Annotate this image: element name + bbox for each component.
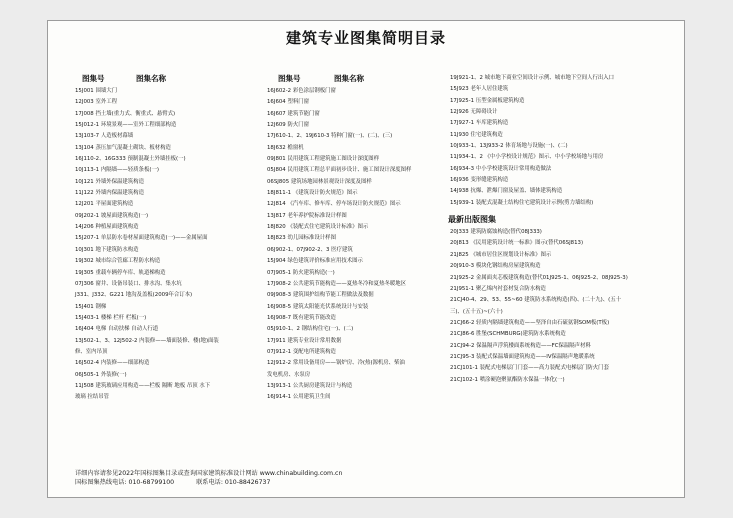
catalog-entry: 18J632 檐窗机: [267, 144, 304, 151]
catalog-entry: 19J302 城市综合管廊工程防水构造: [75, 258, 161, 265]
catalog-entry: 18J811-1 《建筑设计防火规范》图示: [267, 190, 358, 197]
catalog-entry: 09J908-3 建筑围护结构节能工程做法及数据: [267, 292, 374, 299]
catalog-entry: 12J926 无障碍设计: [450, 109, 498, 116]
catalog-page: [47, 20, 685, 498]
catalog-entry: 09J801 民用建筑工程建筑施工图设计深度图样: [267, 156, 380, 163]
catalog-entry: 21CJ95-3 装配式保温墙面建筑构造——IV保温隔声地暖系统: [450, 353, 595, 360]
catalog-entry: 15J923 老年人居住建筑: [450, 86, 509, 93]
catalog-entry: 16J607 建筑节能门窗: [267, 110, 320, 117]
catalog-entry: 05J910-1、2 钢结构住宅(一)、(二): [267, 326, 354, 333]
catalog-entry: 13J913-1 公共厨房建筑设计与构造: [267, 382, 353, 389]
catalog-entry: 11J122 外墙内保温建筑构造: [75, 190, 144, 197]
catalog-column-1: [48, 73, 256, 401]
column-header: [256, 73, 448, 84]
catalog-entry: 06J505-1 外装修(一): [75, 371, 127, 378]
header-name: 图集名称: [334, 74, 364, 83]
catalog-entry: 15J939-1 装配式混凝土结构住宅建筑设计示例(剪力墙结构): [450, 199, 594, 206]
catalog-entry: 05J804 民用建筑工程总平面初步设计、施工图设计深度图样: [267, 167, 412, 174]
header-code: 图集号: [278, 74, 301, 83]
catalog-entry: 17J927-1 车库建筑构造: [450, 120, 509, 127]
catalog-entry: 15J207-1 单层防水卷材屋面建筑构造(一)——金属屋面: [75, 235, 208, 242]
catalog-entry: 12J814 《汽车库、修车库、停车场设计防火规范》图示: [267, 201, 401, 208]
footer-contact-phone: 联系电话: 010-88426737: [196, 479, 271, 486]
catalog-entry: 09J202-1 坡屋面建筑构造(一): [75, 212, 149, 219]
catalog-entry: 13J104 蒸压加气混凝土砌块、板材构造: [75, 144, 171, 151]
catalog-entry: 16J936 变形缝建筑构造: [450, 177, 509, 184]
catalog-entry: 21CJ40-4、29、53、55~60 建筑防水系统构造(四)、(二十九)、(五十: [450, 297, 622, 304]
catalog-entry: 15J001 围墙大门: [75, 88, 118, 94]
catalog-entry: 14J206 种植屋面建筑构造: [75, 224, 139, 231]
catalog-entry: 07J912-1 变配电所建筑构造: [267, 348, 336, 355]
catalog-entry: 16J908-5 建筑太阳能光伏系统设计与安装: [267, 303, 369, 310]
catalog-entry: 16J602-2 彩色涂层钢板门窗: [267, 88, 336, 94]
catalog-list-1: [48, 86, 256, 404]
catalog-entry: 12J201 平屋面建筑构造: [75, 201, 134, 208]
catalog-entry: 19J305 重载车辆停车库、轨道梯构造: [75, 269, 166, 276]
catalog-entry: 21CJ66-2 轻质内隔墙建筑构造——坚泽自由石硫氨钢SOM板(T板): [450, 319, 610, 326]
catalog-entry: 21CJ101-1 装配式电梯层门门套——高力装配式电梯层门防火门套: [450, 365, 609, 372]
catalog-entry: 21J825 《城市居住区规划设计标准》图示: [450, 251, 552, 258]
catalog-entry: 10J933-1、13J933-2 体育场地与设施(一)、(二): [450, 143, 568, 150]
catalog-entry: 20J910-3 模块化钢结构房屋建筑构造: [450, 263, 541, 270]
catalog-list-3: [448, 73, 684, 386]
catalog-entry: 10J121 外墙外保温建筑构造: [75, 178, 144, 185]
catalog-entry: 20J333 建筑防腐蚀构造(替代08J333): [450, 229, 542, 236]
column-header: [48, 73, 256, 84]
catalog-list-3-main: [448, 73, 684, 209]
catalog-entry: 13J103-7 人造板材幕墙: [75, 133, 134, 140]
page-title: 建筑专业图集简明目录: [285, 29, 446, 47]
catalog-entry: 16J404 电梯 自动扶梯 自动人行道: [75, 326, 159, 333]
catalog-entry: 14J938 抗爆、泄爆门窗及屋盖、墙体建筑构造: [450, 188, 563, 195]
catalog-entry: 12J609 防火门窗: [267, 122, 310, 129]
catalog-entry: 18J820 《装配式住宅建筑设计标准》图示: [267, 224, 369, 231]
catalog-entry: 16J908-7 既有建筑节能改造: [267, 314, 336, 321]
catalog-entry: 12J003 室外工程: [75, 99, 118, 106]
catalog-entry: 15J403-1 楼梯 栏杆 栏板(一): [75, 314, 147, 321]
catalog-entry: 13J817 老年养护院标准设计样图: [267, 212, 347, 219]
catalog-entry: 16J934-3 中小学校建筑设计常用构造做法: [450, 165, 552, 172]
footer-hotline: 国标图集热线电话: 010-68799100: [75, 479, 175, 486]
catalog-entry: 07J306 窗井、设备吊装口、排水沟、集水坑: [75, 280, 182, 287]
catalog-entry: 17J008 挡土墙(重力式、衡重式、悬臂式): [75, 110, 176, 117]
catalog-entry: 17J908-2 公共建筑节能构造——夏热冬冷和夏热冬暖地区: [267, 280, 407, 287]
catalog-entry: 17J911 建筑专业设计常用数据: [267, 337, 342, 344]
catalog-entry: 玻璃 拉结吊管: [75, 394, 110, 401]
catalog-entry: 10J113-1 内隔墙——轻质条板(一): [75, 167, 159, 174]
catalog-entry: 21J925-2 金属面夹芯板建筑构造(替代01J925-1、06J925-2、08J925-3): [450, 274, 628, 281]
catalog-entry: 21CJ86-6 胜堡(SCHMBURG)建筑防水系统构造: [450, 331, 566, 338]
catalog-entry: 16J502-4 内装修——细部构造: [75, 360, 150, 367]
catalog-entry: 20J813 《民用建筑设计统一标准》图示(替代06SJ813): [450, 240, 584, 247]
catalog-entry: 21J951-1 聚乙烯内衬套材复合防水构造: [450, 285, 546, 292]
catalog-entry: 07J905-1 防火建筑构造(一): [267, 269, 335, 276]
catalog-entry: 17J610-1、2、19J610-3 特种门窗(一)、(二)、(三): [267, 133, 393, 140]
catalog-entry: 15J012-1 环境景观——室外工程细部构造: [75, 122, 177, 129]
footer: [75, 469, 342, 487]
catalog-entry: 17J925-1 压型金属板建筑构造: [450, 97, 525, 104]
catalog-entry: 11J508 建筑玻璃应用构造——栏板 隔断 地板 吊顶 水下: [75, 382, 211, 389]
catalog-entry: 13J502-1、3、12J502-2 内装修——墙面装修、楼(地)面装: [75, 337, 219, 344]
header-name: 图集名称: [136, 74, 166, 83]
catalog-entry: 发电机房、水泵房: [267, 371, 311, 378]
footer-phones: [75, 478, 342, 487]
catalog-entry: J331、J332、G221 地沟及盖板(2009年合订本): [75, 292, 193, 299]
catalog-entry: 修、室内吊顶: [75, 348, 108, 355]
footer-website-note: 详细内容请参见2022年国标图集目录或查询国家建筑标准设计网站 www.chinabuilding.com.cn: [75, 470, 343, 477]
catalog-entry: 11J934-1、2 《中小学校设计规范》图示、中小学校场地与用房: [450, 154, 604, 161]
new-publications-title: 最新出版图集: [448, 215, 496, 225]
catalog-entry: 三)、(五十五)~(六十): [450, 308, 503, 315]
catalog-entry: 10J301 地下建筑防水构造: [75, 246, 139, 253]
catalog-entry: 18J823 幼儿园标准设计样图: [267, 235, 336, 242]
catalog-entry: 15J401 钢梯: [75, 303, 107, 310]
header-code: 图集号: [82, 74, 105, 83]
new-publications-list: [448, 227, 684, 386]
catalog-entry: 06J902-1、07J902-2、3 医疗建筑: [267, 246, 353, 253]
catalog-entry: 19J921-1、2 城市地下商业空间设计示例、城市地下空间人行出入口: [450, 75, 615, 81]
catalog-list-2: [256, 86, 448, 404]
catalog-column-2: [256, 73, 448, 401]
catalog-entry: 21CJ94-2 保温隔声浮筑楼面系统构造——FC保温隔声材料: [450, 342, 591, 349]
catalog-entry: 21CJ102-1 喷涂硬泡聚氨酯防水保温一体化(一): [450, 376, 565, 383]
catalog-entry: 15J904 绿色建筑评价标准应用技术图示: [267, 258, 363, 265]
catalog-entry: 16J604 塑料门窗: [267, 99, 310, 106]
catalog-entry: 06SJ805 建筑场地园林景观设计深度及图样: [267, 178, 372, 185]
catalog-entry: 12J912-2 常用设备用房——锅炉房、冷(热)源机房、柴油: [267, 360, 405, 367]
catalog-entry: 11J930 住宅建筑构造: [450, 131, 503, 138]
catalog-entry: 16J110-2、16G333 预制混凝土外墙挂板(一): [75, 156, 186, 163]
catalog-entry: 16J914-1 公用建筑卫生间: [267, 394, 331, 401]
